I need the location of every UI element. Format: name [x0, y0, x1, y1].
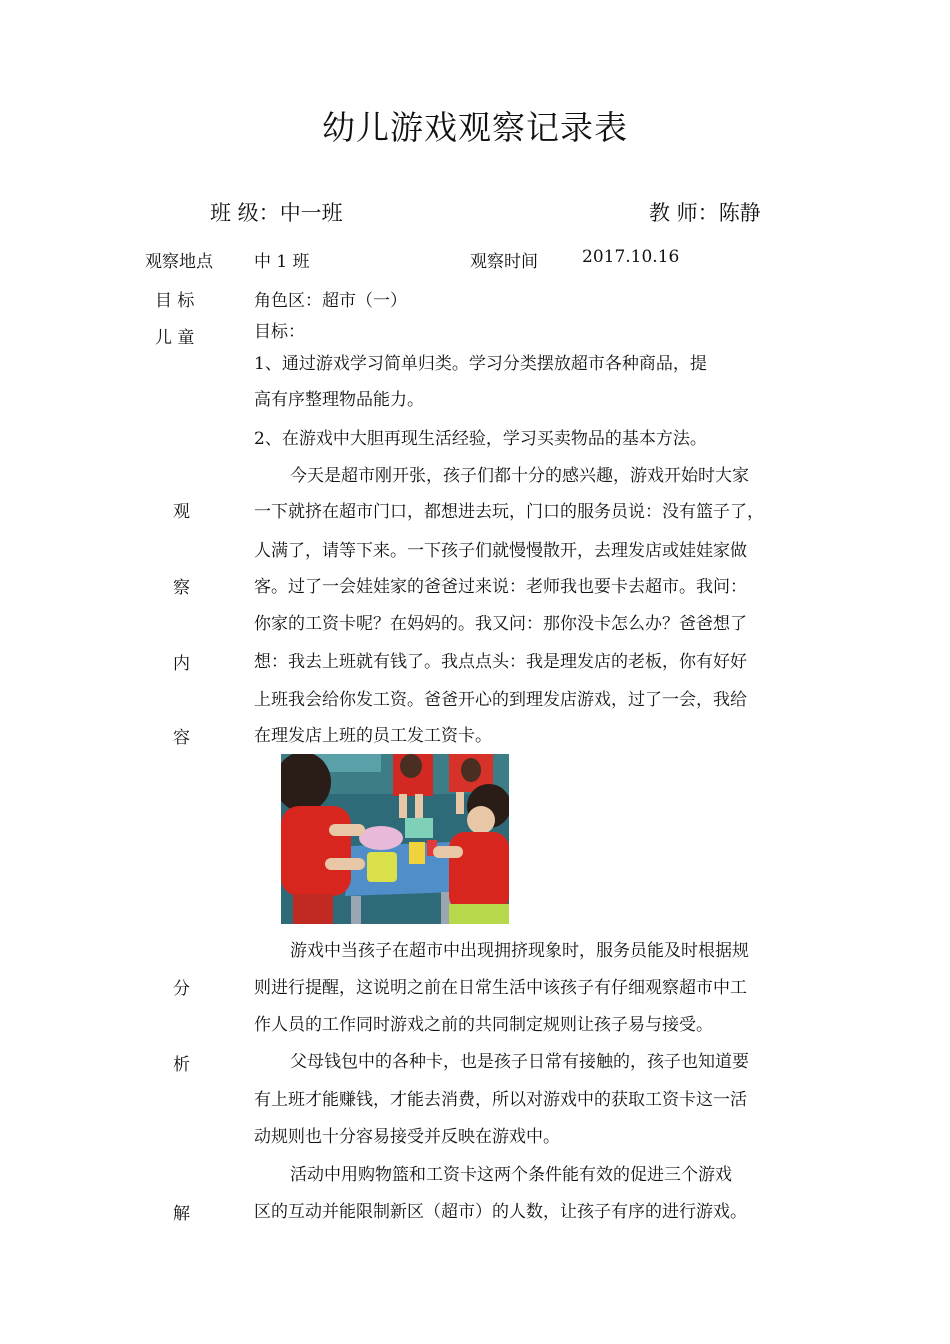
observation-label-char: 内 [173, 654, 190, 674]
class-value: 中一班 [279, 201, 343, 225]
teacher-field [649, 197, 761, 227]
analysis-line: 作人员的工作同时游戏之前的共同制定规则让孩子易与接受。 [254, 1015, 713, 1035]
target-label: 目 标 [155, 291, 195, 311]
page-title: 幼儿游戏观察记录表 [322, 108, 628, 147]
goal-heading: 目标： [254, 322, 305, 342]
observation-line: 今天是超市刚开张，孩子们都十分的感兴趣，游戏开始时大家 [290, 466, 749, 486]
location-label: 观察地点 [145, 252, 213, 272]
analysis-line: 区的互动并能限制新区（超市）的人数，让孩子有序的进行游戏。 [254, 1202, 747, 1222]
class-field [210, 197, 343, 227]
goal-line: 2、在游戏中大胆再现生活经验，学习买卖物品的基本方法。 [254, 429, 707, 449]
observation-line: 人满了，请等下来。一下孩子们就慢慢散开，去理发店或娃娃家做 [254, 541, 747, 561]
observation-line: 上班我会给你发工资。爸爸开心的到理发店游戏，过了一会，我给 [254, 690, 747, 710]
analysis-label-char: 分 [173, 979, 190, 999]
observation-label-char: 察 [173, 578, 190, 598]
analysis-line: 活动中用购物篮和工资卡这两个条件能有效的促进三个游戏 [290, 1165, 732, 1185]
area-text: 角色区：超市（一） [254, 291, 407, 311]
observation-label-char: 观 [173, 502, 190, 522]
time-label: 观察时间 [470, 252, 538, 272]
time-value: 2017.10.16 [582, 247, 680, 267]
observation-label-char: 容 [173, 728, 190, 748]
analysis-line: 动规则也十分容易接受并反映在游戏中。 [254, 1127, 560, 1147]
observation-line: 想：我去上班就有钱了。我点点头：我是理发店的老板，你有好好 [254, 652, 747, 672]
child-label: 儿 童 [155, 328, 195, 348]
teacher-value: 陈静 [718, 201, 761, 225]
analysis-label-char: 析 [173, 1055, 190, 1075]
class-label: 班 级： [210, 201, 280, 225]
analysis-line: 游戏中当孩子在超市中出现拥挤现象时，服务员能及时根据规 [290, 941, 749, 961]
analysis-label-char: 解 [173, 1204, 190, 1224]
observation-line: 客。过了一会娃娃家的爸爸过来说：老师我也要卡去超市。我问： [254, 577, 747, 597]
analysis-line: 父母钱包中的各种卡，也是孩子日常有接触的，孩子也知道要 [290, 1052, 749, 1072]
observation-line: 一下就挤在超市门口，都想进去玩，门口的服务员说：没有篮子了， [254, 502, 764, 522]
observation-line: 在理发店上班的员工发工资卡。 [254, 726, 492, 746]
goal-line: 高有序整理物品能力。 [254, 390, 424, 410]
location-value: 中 1 班 [254, 252, 310, 272]
teacher-label: 教 师： [649, 201, 719, 225]
observation-line: 你家的工资卡呢？在妈妈的。我又问：那你没卡怎么办？爸爸想了 [254, 614, 747, 634]
observation-photo [281, 754, 509, 924]
goal-line: 1、通过游戏学习简单归类。学习分类摆放超市各种商品，提 [254, 354, 707, 374]
analysis-line: 有上班才能赚钱，才能去消费，所以对游戏中的获取工资卡这一活 [254, 1090, 747, 1110]
analysis-line: 则进行提醒，这说明之前在日常生活中该孩子有仔细观察超市中工 [254, 978, 747, 998]
